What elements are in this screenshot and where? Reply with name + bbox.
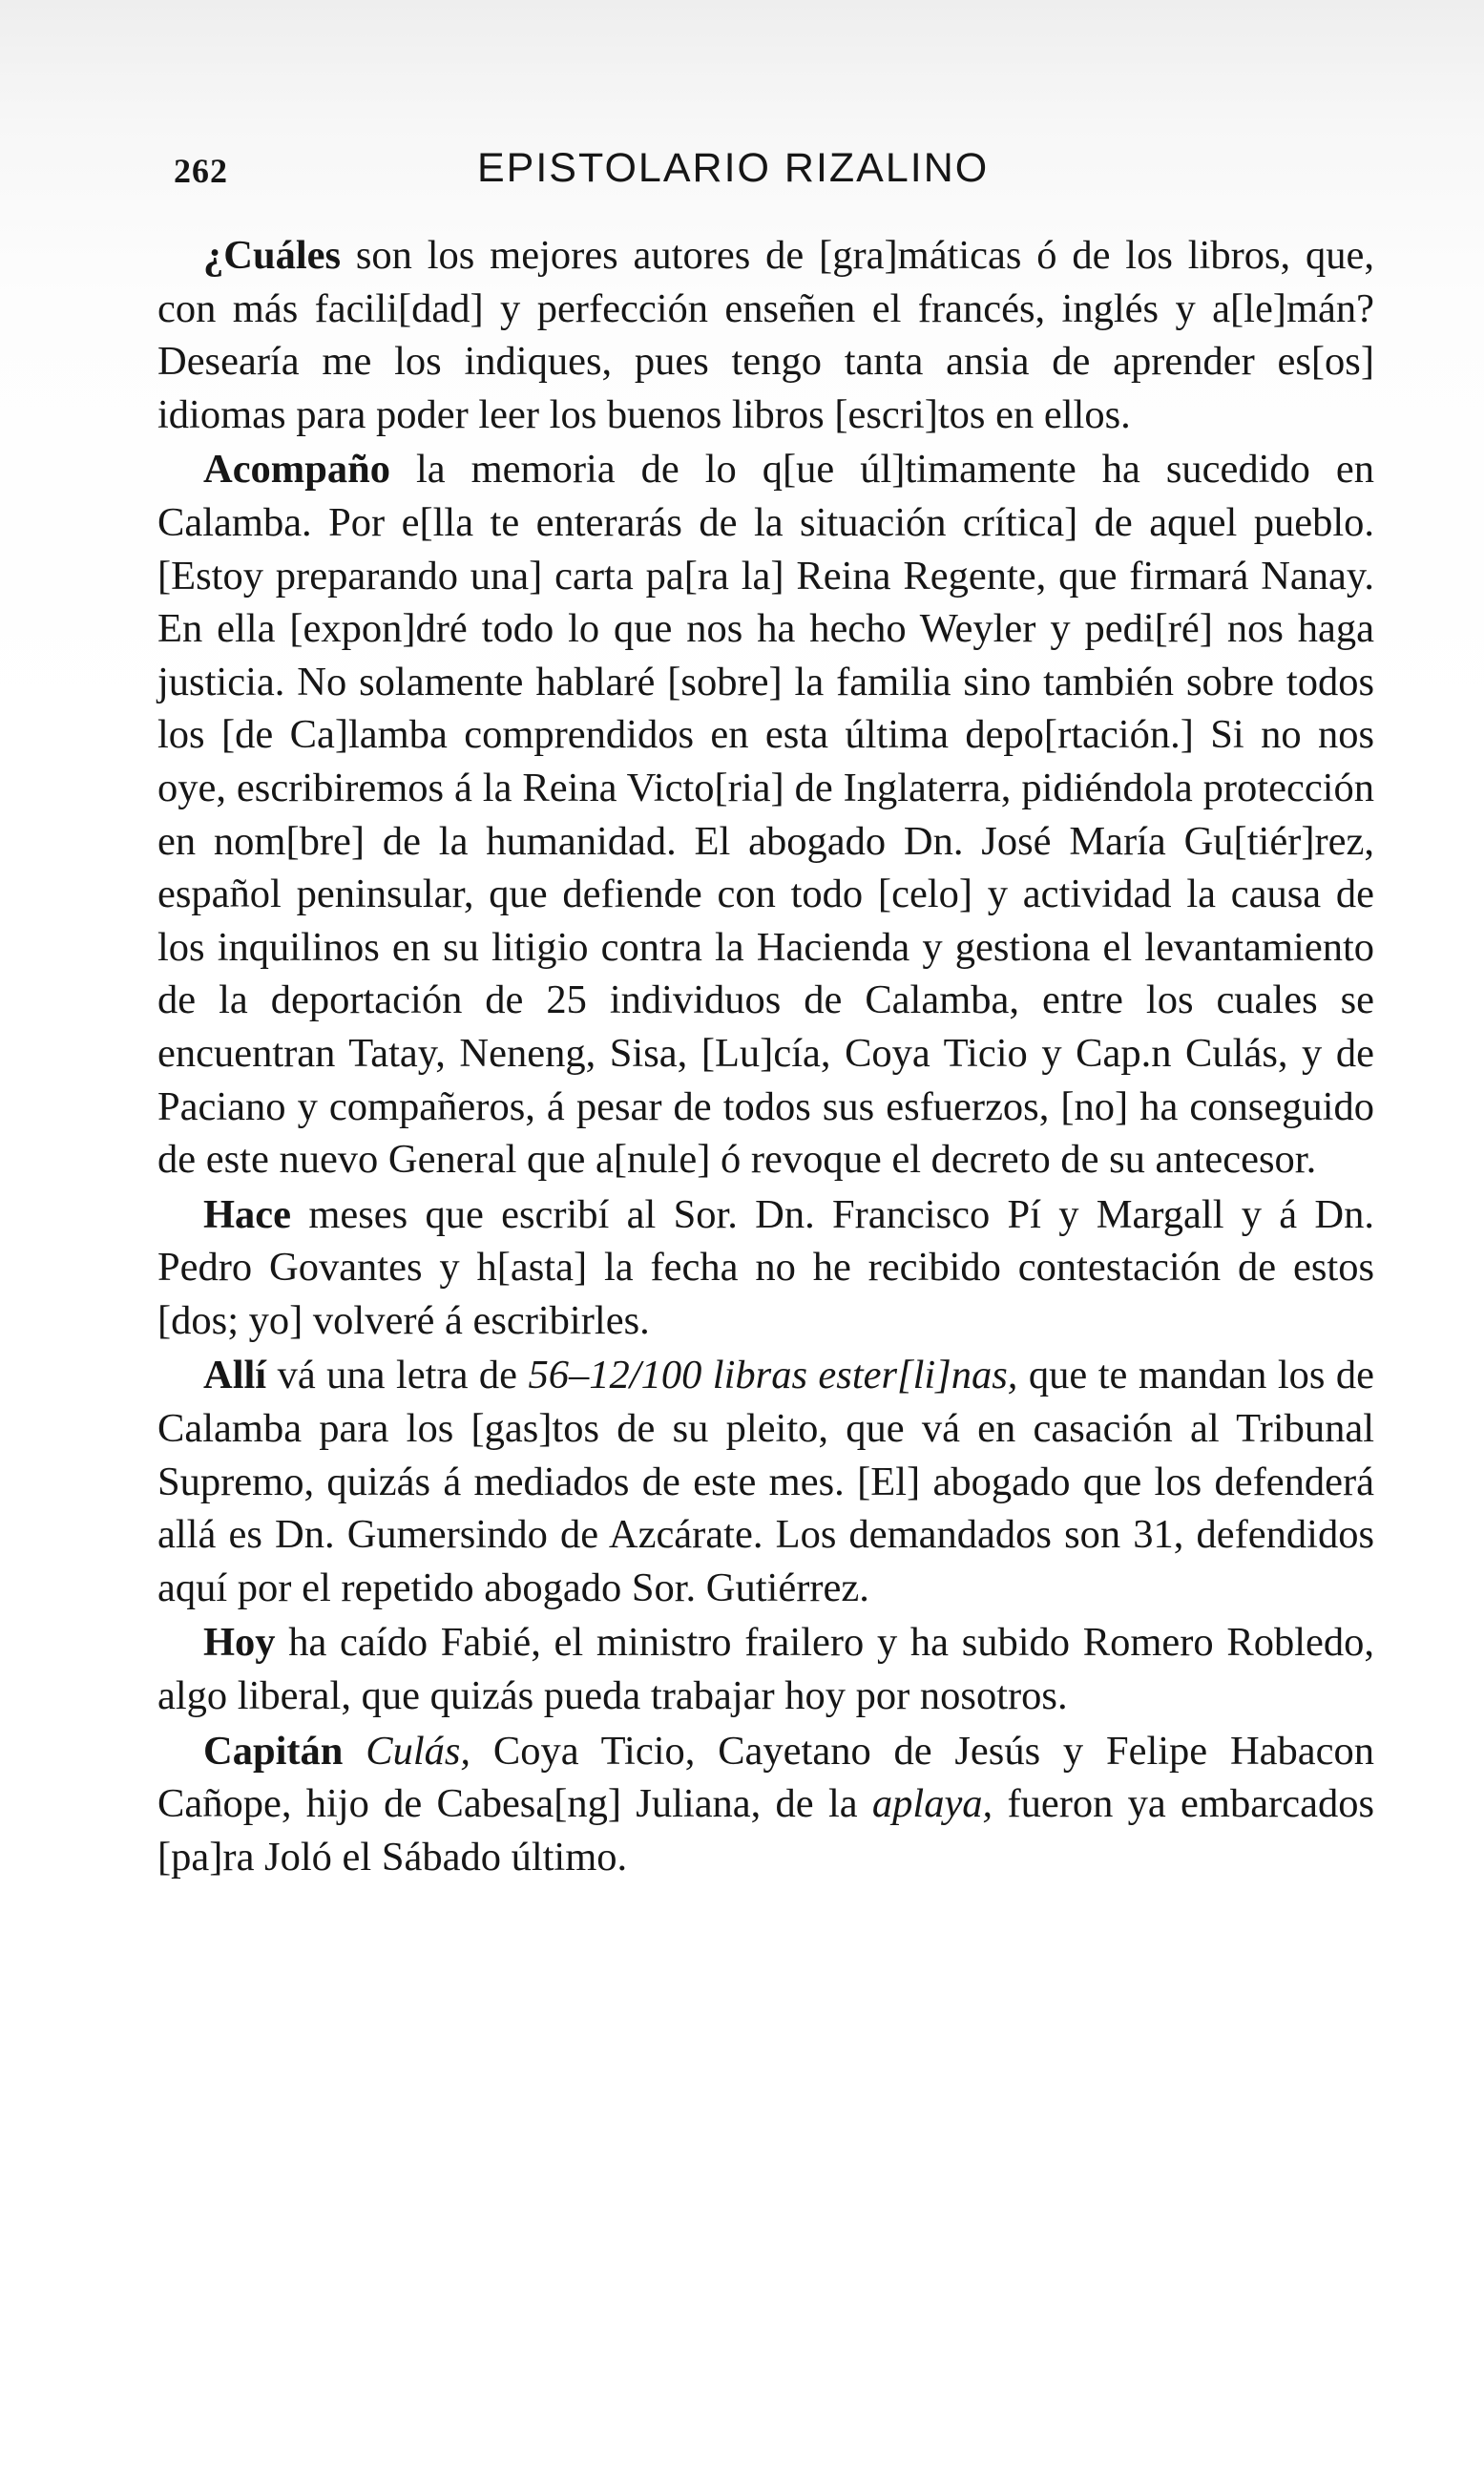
letter-body (157, 229, 1374, 1885)
paragraph-italic-place: aplaya, (871, 1781, 993, 1827)
paragraph-italic-amount: 56–12/100 libras ester[li]nas, (528, 1353, 1018, 1398)
paragraph-text: ha caído Fabié, el ministro frailero y ha subido Romero Robledo, algo liberal, que quizás pueda trabajar hoy por nosotros. (157, 1620, 1374, 1719)
paragraph-deportees (157, 1725, 1374, 1884)
paragraph-italic-name: Culás, (366, 1728, 471, 1774)
paragraph-lead-word: Allí (203, 1353, 267, 1398)
paragraph-ministry-change (157, 1616, 1374, 1722)
paragraph-languages (157, 229, 1374, 441)
paragraph-text: meses que escribí al Sor. Dn. Francisco Pí y Margall y á Dn. Pedro Govantes y h[asta] la fecha no he recibido contestación de estos [dos; yo] volveré á escribirles. (157, 1191, 1374, 1343)
page-number: 262 (174, 152, 228, 190)
paragraph-text: la memoria de lo q[ue úl]timamente ha sucedido en Calamba. Por e[lla te enterarás de la situación crítica] de aquel pueblo. [Estoy preparando una] carta pa[ra la] Reina Regente, que firmará Nanay. En ella [expon]dré todo lo que nos ha hecho Weyler y pedi[ré] nos haga justicia. No solamente hablaré [sobre] la familia sino también sobre todos los [de Ca]lamba comprendidos en esta última depo[rtación.] Si no nos oye, escribiremos á la Reina Victo[ria] de Inglaterra, pidiéndola protección en nom[bre] de la humanidad. El abogado Dn. José María Gu[tiér]rez, español peninsular, que defiende con todo [celo] y actividad la causa de los inquilinos en su litigio contra la Hacienda y gestiona el levantamiento de la deportación de 25 individuos de Calamba, entre los cuales se encuentran Tatay, Neneng, Sisa, [Lu]cía, Coya Ticio y Cap.n Culás, y de Paciano y compañeros, á pesar de todos sus esfuerzos, [no] ha conseguido de este nuevo General que a[nule] ó revoque el decreto de su antecesor. (157, 447, 1374, 1183)
paragraph-bill-of-exchange (157, 1349, 1374, 1614)
running-title: EPISTOLARIO RIZALINO (477, 145, 990, 191)
paragraph-text: son los mejores autores de [gra]máticas ó de los libros, que, con más facili[dad] y perfección enseñen el francés, inglés y a[le]mán? Desearía me los indiques, pues tengo tanta ansia de aprender es[os] idiomas para poder leer los buenos libros [escri]tos en ellos. (157, 233, 1374, 437)
paragraph-text: vá una letra de (266, 1353, 529, 1398)
paragraph-lead-word: Hoy (203, 1620, 276, 1666)
paragraph-calamba-memoir (157, 443, 1374, 1186)
paragraph-lead-word: Hace (203, 1191, 292, 1237)
paragraph-lead-word: Acompaño (203, 447, 390, 493)
paragraph-lead-word: ¿Cuáles (203, 233, 342, 278)
paragraph-lead-word: Capitán (203, 1728, 344, 1774)
paragraph-text: fueron ya embarcados [pa]ra Joló el Sábado último. (157, 1781, 1374, 1880)
paragraph-letters-sent (157, 1188, 1374, 1348)
paragraph-text: Coya Ticio, Cayetano de Jesús y Felipe Habacon Cañope, hijo de Cabesa[ng] Juliana, de la (157, 1728, 1374, 1827)
paragraph-text: que te mandan los de Calamba para los [gas]tos de su pleito, que vá en casación al Tribunal Supremo, quizás á mediados de este mes. [El] abogado que los defenderá allá es Dn. Gumersindo de Azcárate. Los demandados son 31, defendidos aquí por el repetido abogado Sor. Gutiérrez. (157, 1353, 1375, 1610)
paragraph-text (343, 1729, 366, 1774)
